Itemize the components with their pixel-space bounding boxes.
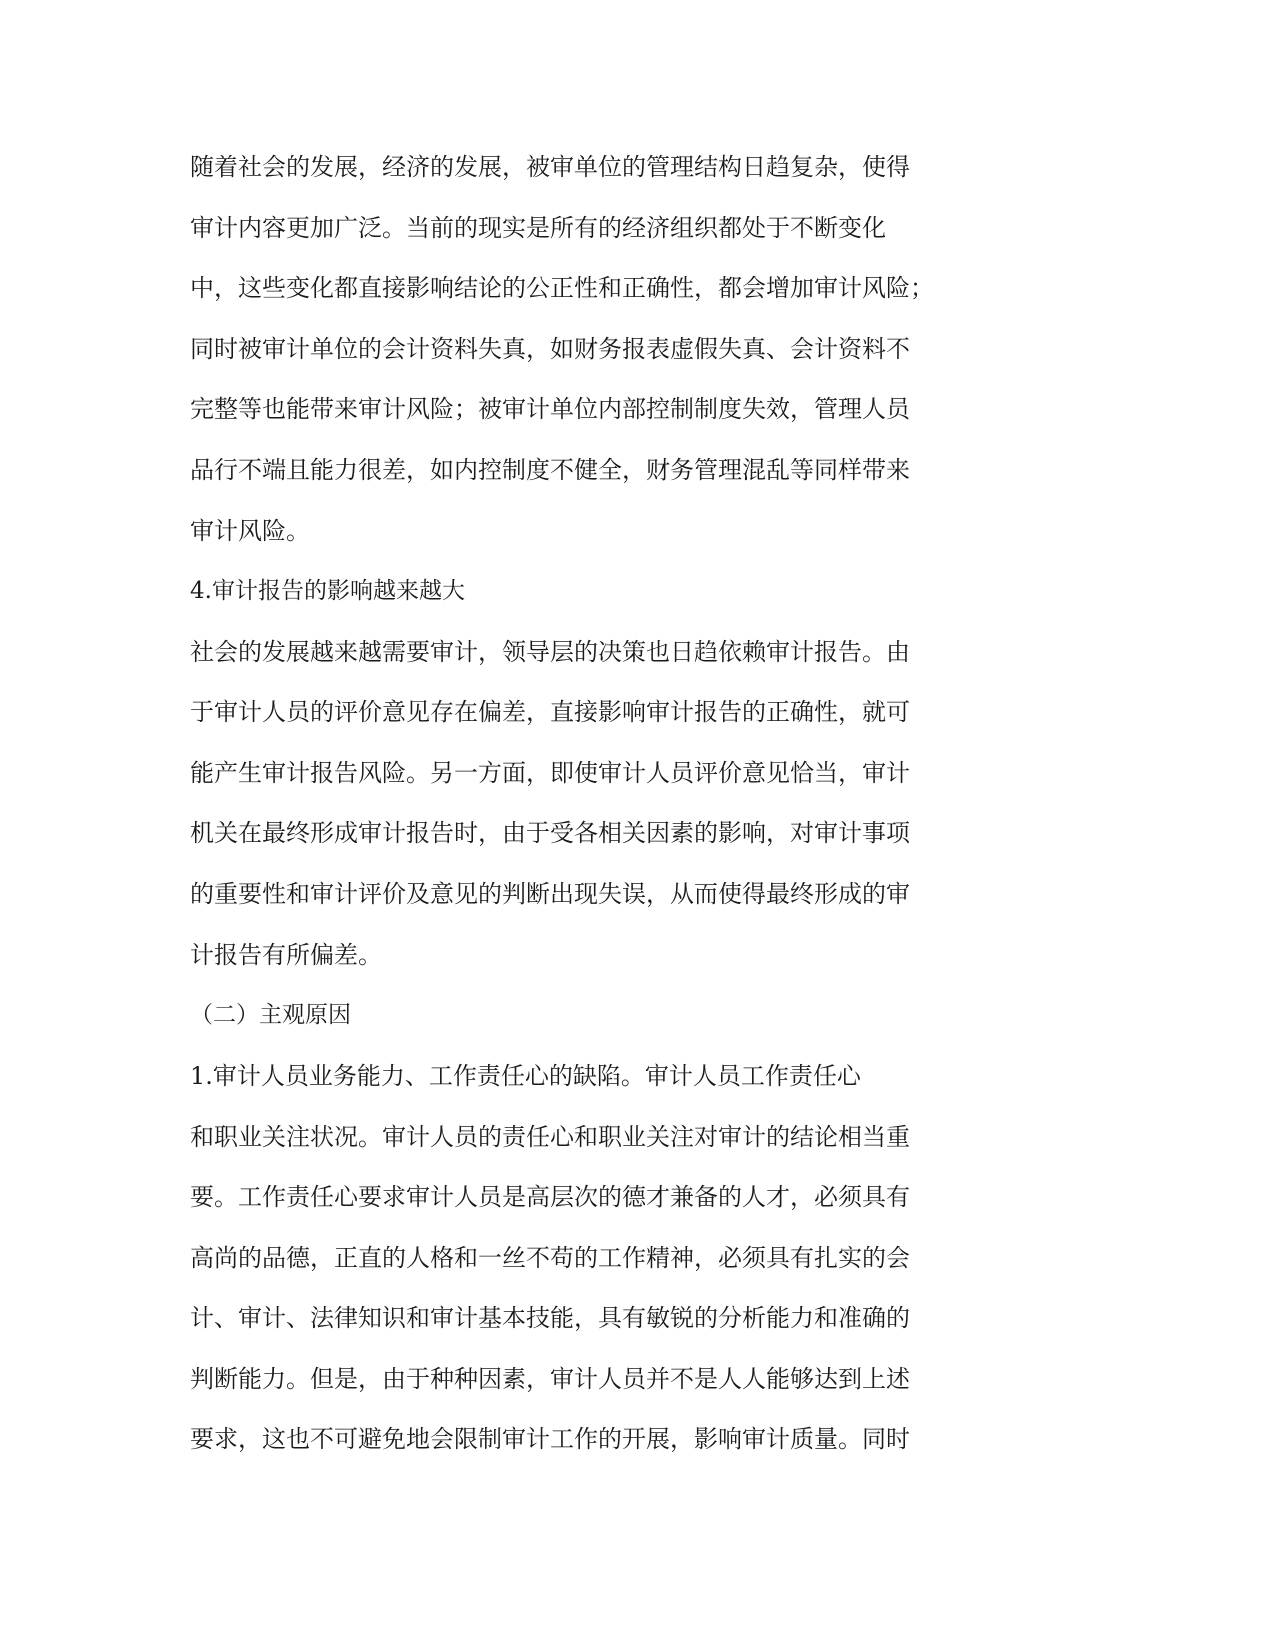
text-line: 于审计人员的评价意见存在偏差，直接影响审计报告的正确性，就可 bbox=[190, 698, 910, 726]
section-heading: 4.审计报告的影响越来越大 bbox=[190, 578, 465, 604]
text-line: 机关在最终形成审计报告时，由于受各相关因素的影响，对审计事项 bbox=[190, 819, 910, 847]
text-line: 完整等也能带来审计风险；被审计单位内部控制制度失效，管理人员 bbox=[190, 395, 910, 423]
text-line: 计报告有所偏差。 bbox=[190, 941, 382, 969]
text-line: 中，这些变化都直接影响结论的公正性和正确性，都会增加审计风险； bbox=[190, 274, 934, 302]
text-line: 随着社会的发展，经济的发展，被审单位的管理结构日趋复杂，使得 bbox=[190, 153, 910, 181]
text-line: 计、审计、法律知识和审计基本技能，具有敏锐的分析能力和准确的 bbox=[190, 1304, 910, 1332]
text-line: 和职业关注状况。审计人员的责任心和职业关注对审计的结论相当重 bbox=[190, 1123, 910, 1151]
text-line: 审计内容更加广泛。当前的现实是所有的经济组织都处于不断变化 bbox=[190, 214, 886, 242]
text-line: 审计风险。 bbox=[190, 517, 310, 545]
text-line: 品行不端且能力很差，如内控制度不健全，财务管理混乱等同样带来 bbox=[190, 456, 910, 484]
text-line: 判断能力。但是，由于种种因素，审计人员并不是人人能够达到上述 bbox=[190, 1365, 910, 1393]
section-heading: （二）主观原因 bbox=[190, 1002, 351, 1028]
text-line: 要求，这也不可避免地会限制审计工作的开展，影响审计质量。同时 bbox=[190, 1425, 910, 1453]
text-line: 高尚的品德，正直的人格和一丝不苟的工作精神，必须具有扎实的会 bbox=[190, 1244, 910, 1272]
text-line: 能产生审计报告风险。另一方面，即使审计人员评价意见恰当，审计 bbox=[190, 759, 910, 787]
text-line: 1.审计人员业务能力、工作责任心的缺陷。审计人员工作责任心 bbox=[190, 1062, 861, 1090]
text-line: 同时被审计单位的会计资料失真，如财务报表虚假失真、会计资料不 bbox=[190, 335, 910, 363]
text-line: 的重要性和审计评价及意见的判断出现失误，从而使得最终形成的审 bbox=[190, 880, 910, 908]
text-line: 社会的发展越来越需要审计，领导层的决策也日趋依赖审计报告。由 bbox=[190, 638, 910, 666]
text-line: 要。工作责任心要求审计人员是高层次的德才兼备的人才，必须具有 bbox=[190, 1183, 910, 1211]
